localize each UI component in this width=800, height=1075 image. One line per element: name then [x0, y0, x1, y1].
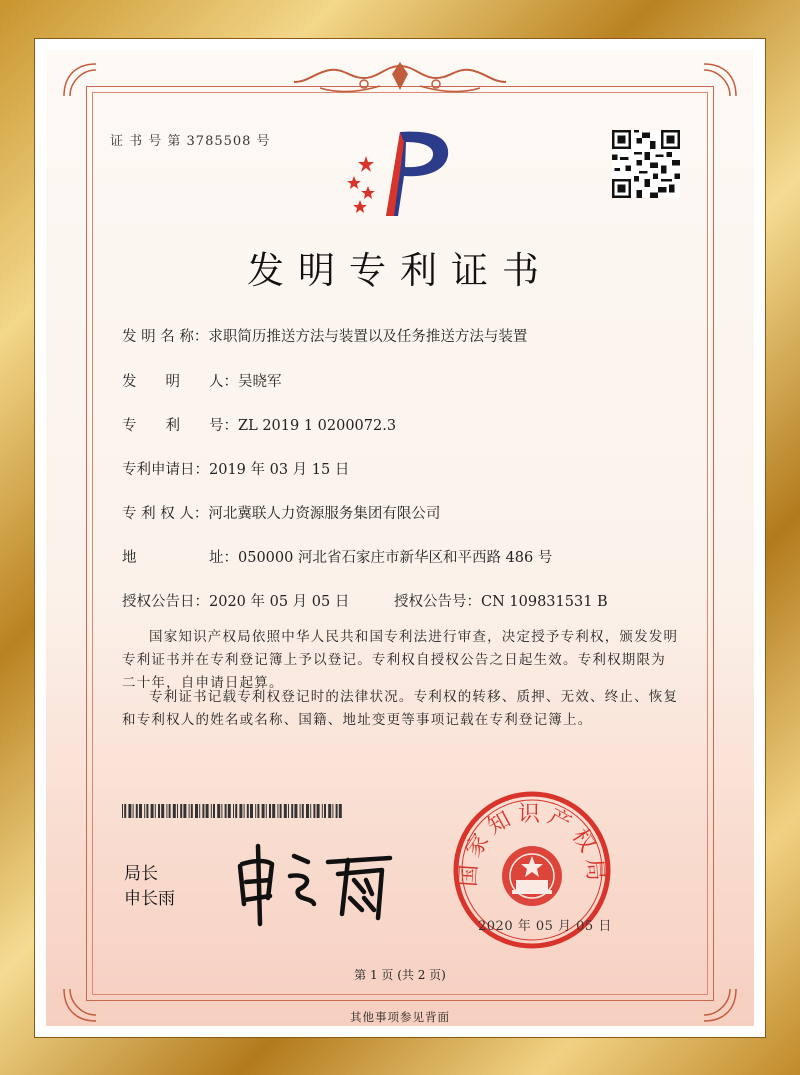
field-value: 2020 年 05 月 05 日 [209, 594, 350, 610]
field-label: 专 利 号： [122, 418, 238, 434]
field-value: 河北冀联人力资源服务集团有限公司 [208, 506, 441, 522]
field-value: 2019 年 03 月 15 日 [209, 462, 350, 478]
barcode-icon [122, 804, 342, 818]
field-label: 专 利 权 人： [122, 506, 209, 522]
certificate-title: 发明专利证书 [247, 249, 553, 292]
field-value: ZL 2019 1 0200072.3 [238, 418, 397, 434]
certificate-number: 证 书 号 第 3785508 号 [110, 134, 271, 149]
field-label: 发 明 名 称： [122, 329, 209, 345]
field-label: 授权公告号： [394, 594, 481, 610]
field-invention-name [122, 325, 527, 346]
field-value: 吴晓军 [238, 374, 282, 390]
paragraph-legal-status: 专利证书记载专利权登记时的法律状况。专利权的转移、质押、无效、终止、恢复和专利权人的姓名或名称、国籍、地址变更等事项记载在专利登记簿上。 [122, 689, 679, 728]
field-label: 专利申请日： [122, 462, 209, 478]
field-address [122, 546, 552, 567]
qr-code-icon [612, 130, 680, 198]
field-value: 050000 河北省石家庄市新华区和平西路 486 号 [238, 550, 553, 566]
field-label: 授权公告日： [122, 594, 209, 610]
director-name: 申长雨 [124, 889, 175, 909]
field-grant-date [122, 590, 349, 611]
field-inventor [122, 370, 282, 391]
page-number: 第 1 页 (共 2 页) [354, 968, 446, 982]
field-patent-number [122, 414, 396, 435]
field-value: CN 109831531 B [481, 594, 608, 610]
top-ornament-icon [290, 60, 510, 100]
field-announcement-number [394, 590, 608, 611]
corner-ornament-icon [60, 60, 100, 100]
patent-office-logo-icon [338, 128, 456, 220]
field-application-date [122, 458, 349, 479]
field-patentee [122, 502, 440, 523]
director-signature-icon [232, 840, 402, 930]
seal-text: 国家知识产权局 [456, 801, 608, 888]
director-title: 局长 [124, 864, 158, 884]
paragraph-grant-statement: 国家知识产权局依照中华人民共和国专利法进行审查，决定授予专利权，颁发发明专利证书并在专利登记簿上予以登记。专利权自授权公告之日起生效。专利权期限为二十年，自申请日起算。 [122, 629, 679, 691]
field-label: 地 址： [122, 550, 238, 566]
field-value: 求职简历推送方法与装置以及任务推送方法与装置 [208, 329, 528, 345]
field-label: 发 明 人： [122, 374, 238, 390]
seal-date: 2020 年 05 月 05 日 [478, 919, 612, 934]
corner-ornament-icon [700, 60, 740, 100]
footer-note: 其他事项参见背面 [350, 1010, 450, 1024]
